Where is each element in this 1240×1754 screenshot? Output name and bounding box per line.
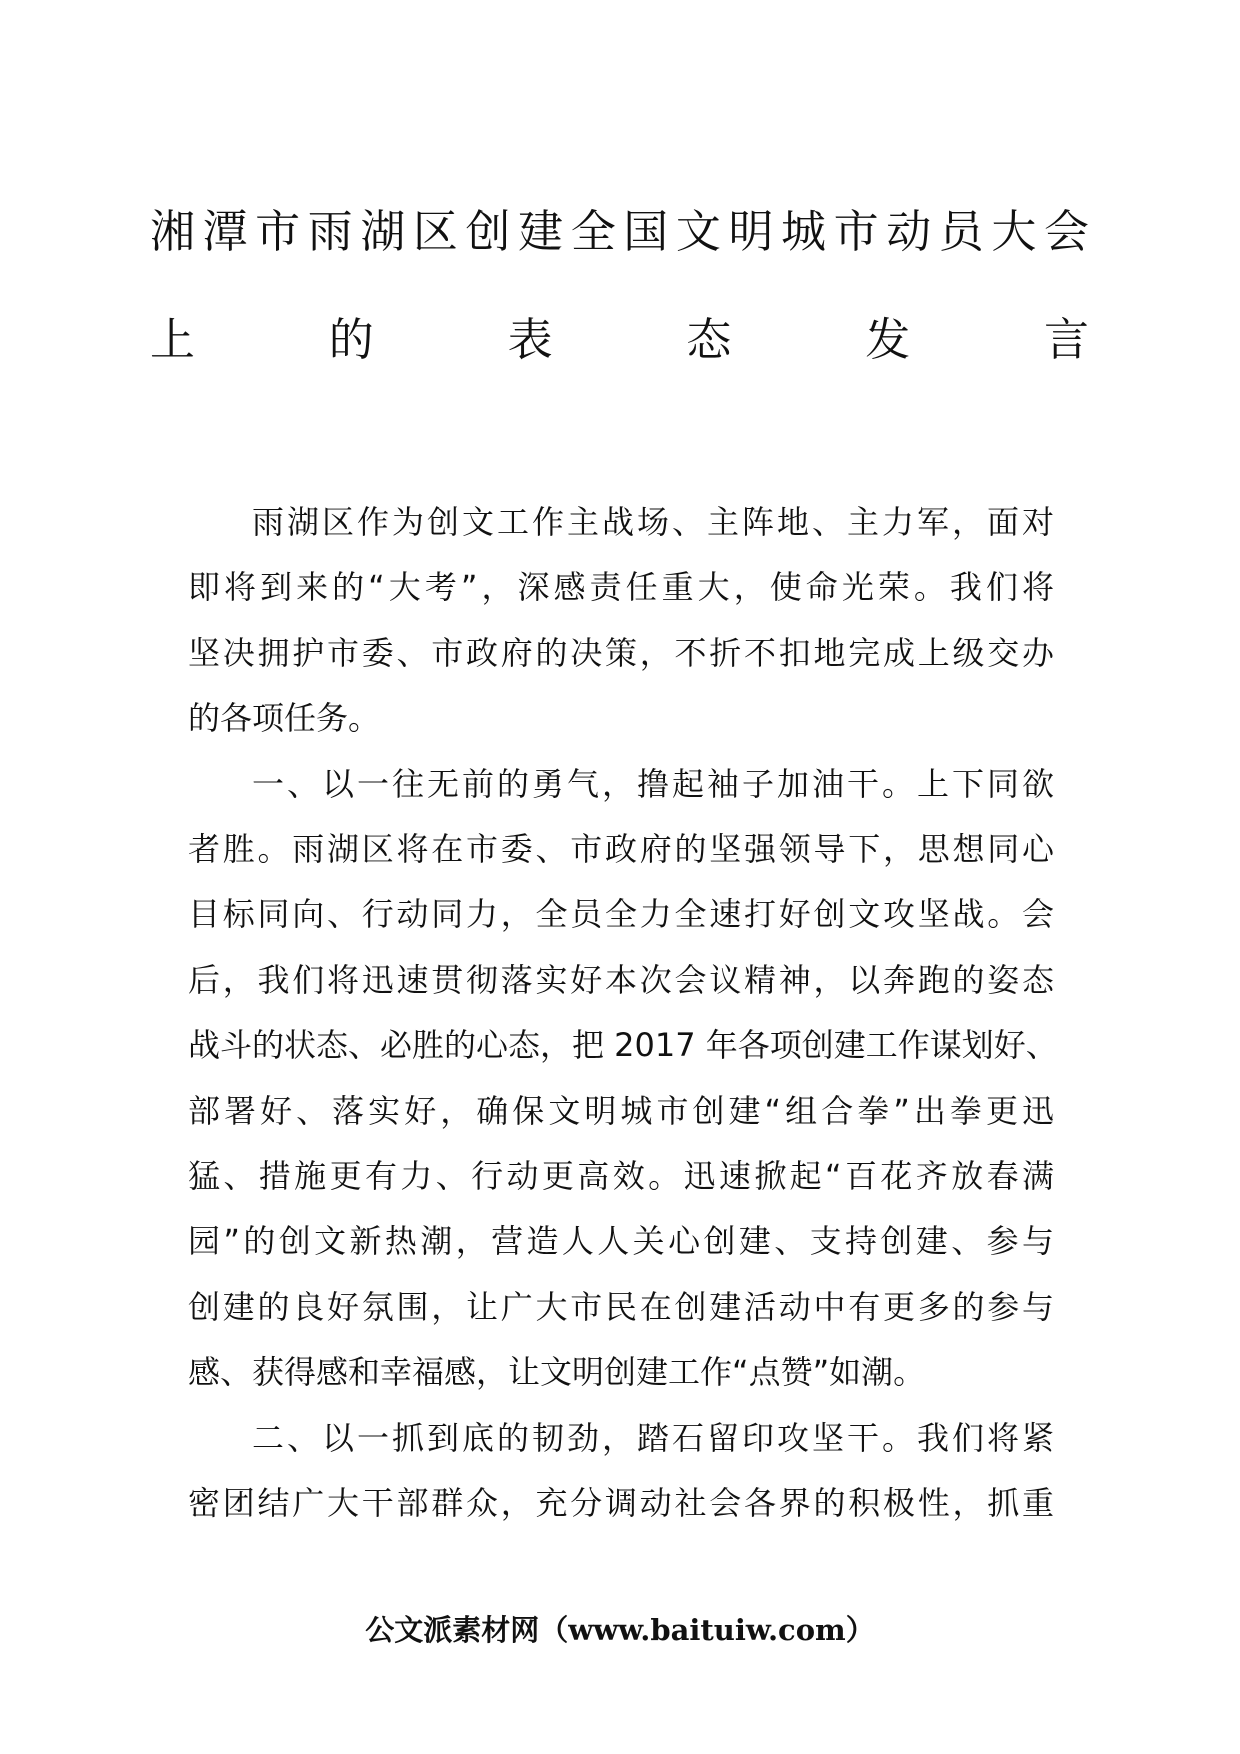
title-line: 上的表态发言	[150, 313, 1090, 366]
text-line: 即将到来的“大考”，深感责任重大，使命光荣。我们将	[188, 568, 1054, 607]
text-line: 目标同向、行动同力，全员全力全速打好创文攻坚战。会	[188, 895, 1054, 934]
text-line: 园”的创文新热潮，营造人人关心创建、支持创建、参与	[188, 1222, 1054, 1261]
text-line: 雨湖区作为创文工作主战场、主阵地、主力军，面对	[252, 503, 1054, 541]
text-line: 一、以一往无前的勇气，撸起袖子加油干。上下同欲	[252, 764, 1054, 803]
text-line: 坚决拥护市委、市政府的决策，不折不扣地完成上级交办	[188, 633, 1054, 672]
text-line: 部署好、落实好，确保文明城市创建“组合拳”出拳更迅	[188, 1091, 1054, 1130]
paragraph-intro	[188, 490, 1054, 752]
text-line: 的各项任务。	[188, 699, 381, 738]
text-line: 二、以一抓到底的韧劲，踏石留印攻坚干。我们将紧	[252, 1418, 1054, 1457]
text-line: 猛、措施更有力、行动更高效。迅速掀起“百花齐放春满	[188, 1157, 1054, 1196]
paragraph-section-one	[188, 752, 1058, 1406]
text-line: 后，我们将迅速贯彻落实好本次会议精神，以奔跑的姿态	[188, 960, 1054, 999]
document-title	[150, 178, 1090, 394]
text-line: 密团结广大干部群众，充分调动社会各界的积极性，抓重	[188, 1484, 1054, 1523]
text-line: 创建的良好氛围，让广大市民在创建活动中有更多的参与	[188, 1287, 1054, 1326]
footer-watermark: 公文派素材网（www.baituiw.com）	[365, 1613, 875, 1647]
text-line: 感、获得感和幸福感，让文明创建工作“点赞”如潮。	[188, 1353, 926, 1392]
text-line: 战斗的状态、必胜的心态，把 2017 年各项创建工作谋划好、	[188, 1026, 1058, 1065]
title-line: 湘潭市雨湖区创建全国文明城市动员大会	[150, 205, 1090, 258]
text-line: 者胜。雨湖区将在市委、市政府的坚强领导下，思想同心	[188, 830, 1054, 869]
paragraph-section-two	[188, 1406, 1054, 1537]
document-body	[188, 490, 1058, 1537]
